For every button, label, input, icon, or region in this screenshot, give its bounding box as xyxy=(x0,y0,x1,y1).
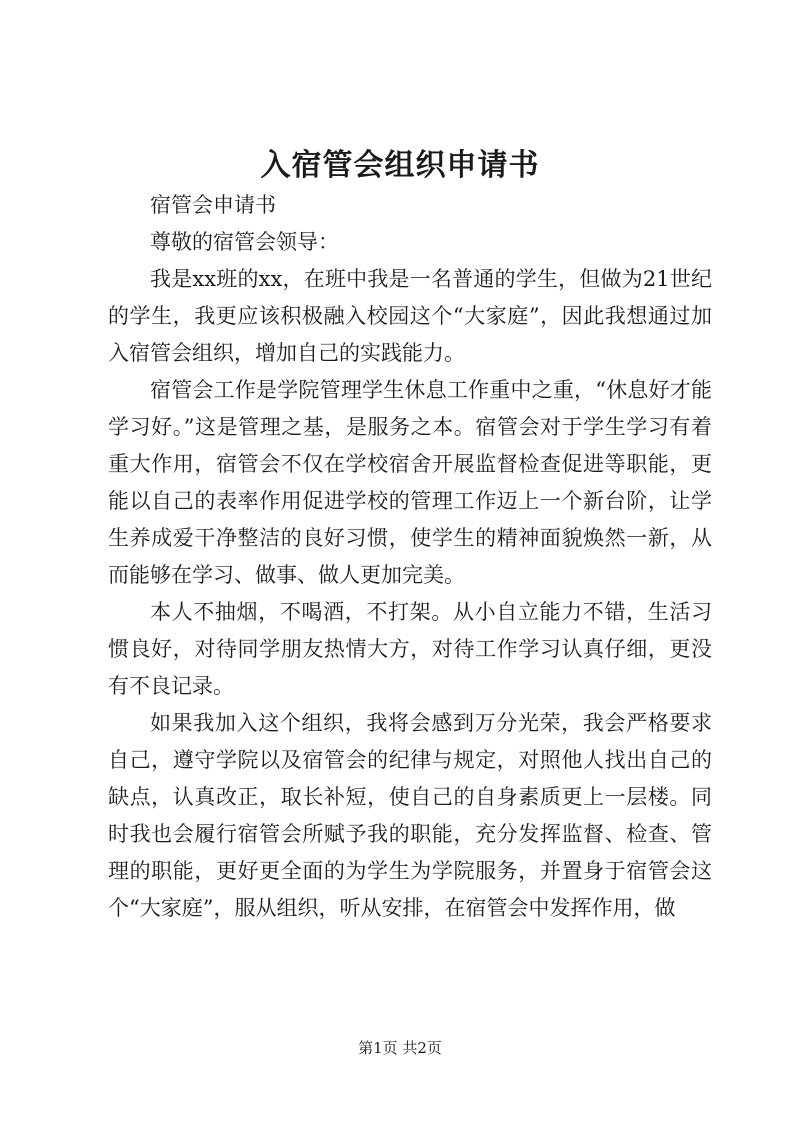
page-footer: 第1页 共2页 xyxy=(358,1039,442,1057)
paragraph-work-importance: 宿管会工作是学院管理学生休息工作重中之重，“休息好才能学习好。”这是管理之基，是服务之本。宿管会对于学生学习有着重大作用，宿管会不仅在学校宿舍开展监督检查促进等职能，更能以自己的表率作用促进学校的管理工作迈上一个新台阶，让学生养成爱干净整洁的良好习惯，使学生的精神面貌焕然一新，从而能够在学习、做事、做人更加完美。 xyxy=(108,378,712,587)
document-body xyxy=(108,187,712,927)
paragraph-introduction: 我是xx班的xx，在班中我是一名普通的学生，但做为21世纪的学生，我更应该积极融入校园这个“大家庭”，因此我想通过加入宿管会组织，增加自己的实践能力。 xyxy=(108,267,712,365)
document-title: 入宿管会组织申请书 xyxy=(260,148,540,183)
paragraph-commitment: 如果我加入这个组织，我将会感到万分光荣，我会严格要求自己，遵守学院以及宿管会的纪律与规定，对照他人找出自己的缺点，认真改正，取长补短，使自己的自身素质更上一层楼。同时我也会履行宿管会所赋予我的职能，充分发挥监督、检查、管理的职能，更好更全面的为学生为学院服务，并置身于宿管会这个“大家庭”，服从组织，听从安排，在宿管会中发挥作用，做 xyxy=(108,711,712,920)
paragraph-self-description: 本人不抽烟，不喝酒，不打架。从小自立能力不错，生活习惯良好，对待同学朋友热情大方，对待工作学习认真仔细，更没有不良记录。 xyxy=(108,600,712,698)
paragraph-heading: 宿管会申请书 xyxy=(150,193,276,217)
paragraph-salutation: 尊敬的宿管会领导： xyxy=(150,230,339,254)
